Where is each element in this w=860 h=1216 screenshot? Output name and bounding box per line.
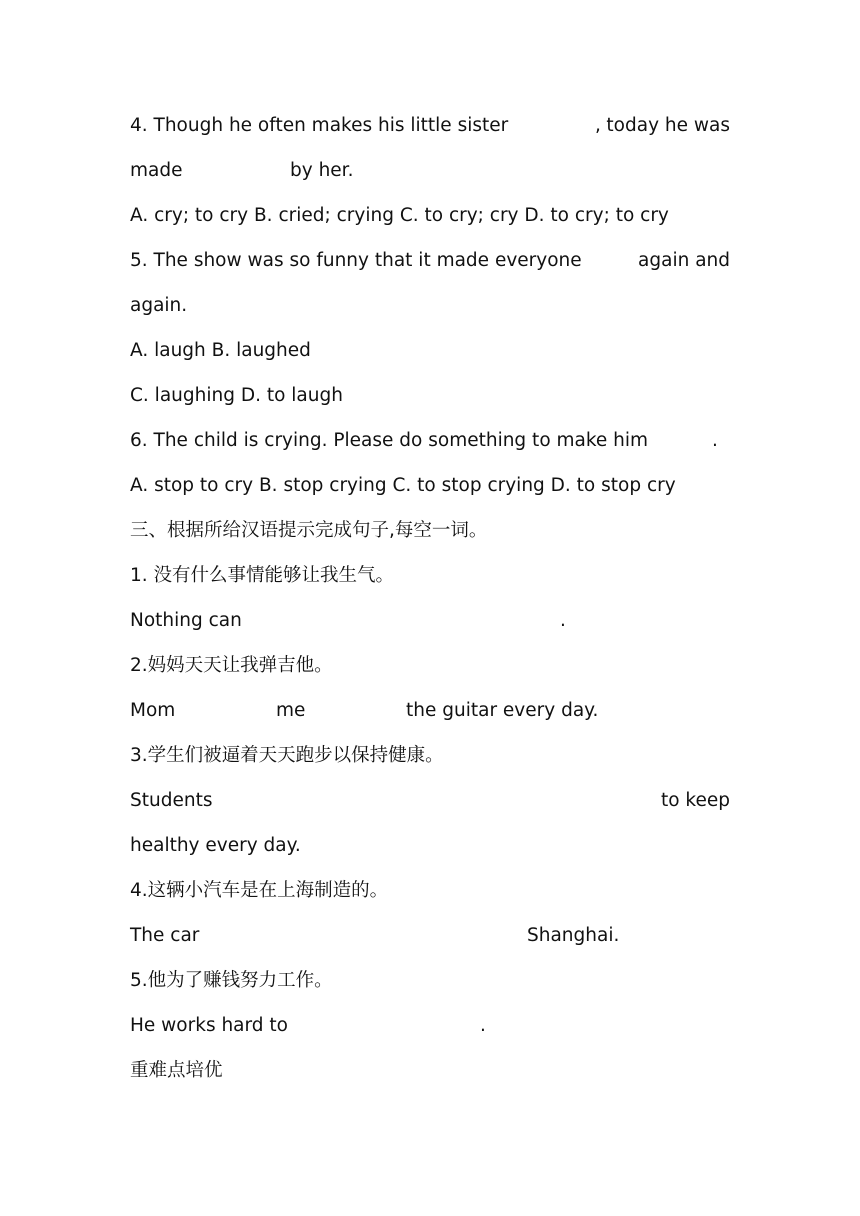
sentence-5-english [130, 1011, 730, 1041]
sentence-4-english [130, 921, 730, 951]
question-5-options-1 [130, 336, 730, 366]
sentence-1-english [130, 606, 730, 636]
question-5-options-ab: A. laugh B. laughed [130, 340, 311, 361]
sentence-3-chinese-text: 3.学生们被逼着天天跑步以保持健康。 [130, 745, 444, 766]
sentence-4-shanghai: Shanghai. [527, 925, 620, 946]
sentence-2-chinese-text: 2.妈妈天天让我弹吉他。 [130, 655, 333, 676]
question-6-period: . [712, 430, 718, 451]
question-6-options [130, 471, 730, 501]
sentence-1-chinese [130, 561, 730, 591]
question-4-text: 4. Though he often makes his little sister [130, 115, 509, 136]
sentence-3-english-2 [130, 831, 730, 861]
section-3-heading-text: 三、根据所给汉语提示完成句子,每空一词。 [130, 520, 488, 541]
sentence-1-period: . [560, 610, 566, 631]
question-4-options [130, 201, 730, 231]
question-4-options-text: A. cry; to cry B. cried; crying C. to cry; cry D. to cry; to cry [130, 205, 669, 226]
sentence-4-chinese [130, 876, 730, 906]
sentence-5-chinese [130, 966, 730, 996]
question-4-made: made [130, 160, 183, 181]
question-6-text: 6. The child is crying. Please do something to make him [130, 430, 649, 451]
sentence-5-text: He works hard to [130, 1015, 288, 1036]
question-5-options-2 [130, 381, 730, 411]
sentence-2-rest: the guitar every day. [406, 700, 599, 721]
question-6-line-1 [130, 426, 730, 456]
sentence-3-healthy: healthy every day. [130, 835, 301, 856]
sentence-1-text: Nothing can [130, 610, 242, 631]
sentence-5-chinese-text: 5.他为了赚钱努力工作。 [130, 970, 333, 991]
sentence-2-english [130, 696, 730, 726]
question-5-text-end: again and [638, 250, 730, 271]
question-5-line-1 [130, 246, 730, 276]
footer-heading-text: 重难点培优 [130, 1060, 223, 1081]
sentence-5-period: . [480, 1015, 486, 1036]
sentence-4-the-car: The car [130, 925, 200, 946]
question-5-line-2 [130, 291, 730, 321]
question-5-text: 5. The show was so funny that it made everyone [130, 250, 582, 271]
sentence-3-to-keep: to keep [660, 790, 730, 811]
sentence-1-chinese-text: 1. 没有什么事情能够让我生气。 [130, 565, 395, 586]
question-4-line-2 [130, 156, 730, 186]
question-4-comma: , [595, 115, 601, 136]
sentence-2-chinese [130, 651, 730, 681]
section-3-heading [130, 516, 730, 546]
sentence-3-students: Students [130, 790, 213, 811]
section-footer-heading [130, 1056, 730, 1086]
question-5-options-cd: C. laughing D. to laugh [130, 385, 343, 406]
sentence-3-chinese [130, 741, 730, 771]
question-6-options-text: A. stop to cry B. stop crying C. to stop crying D. to stop cry [130, 475, 676, 496]
question-4-line-1 [130, 111, 730, 141]
question-4-text-end: today he was [606, 115, 730, 136]
sentence-2-me: me [276, 700, 306, 721]
sentence-2-mom: Mom [130, 700, 176, 721]
sentence-3-english-1 [130, 786, 730, 816]
question-4-by-her: by her. [290, 160, 354, 181]
sentence-4-chinese-text: 4.这辆小汽车是在上海制造的。 [130, 880, 389, 901]
question-5-again: again. [130, 295, 188, 316]
